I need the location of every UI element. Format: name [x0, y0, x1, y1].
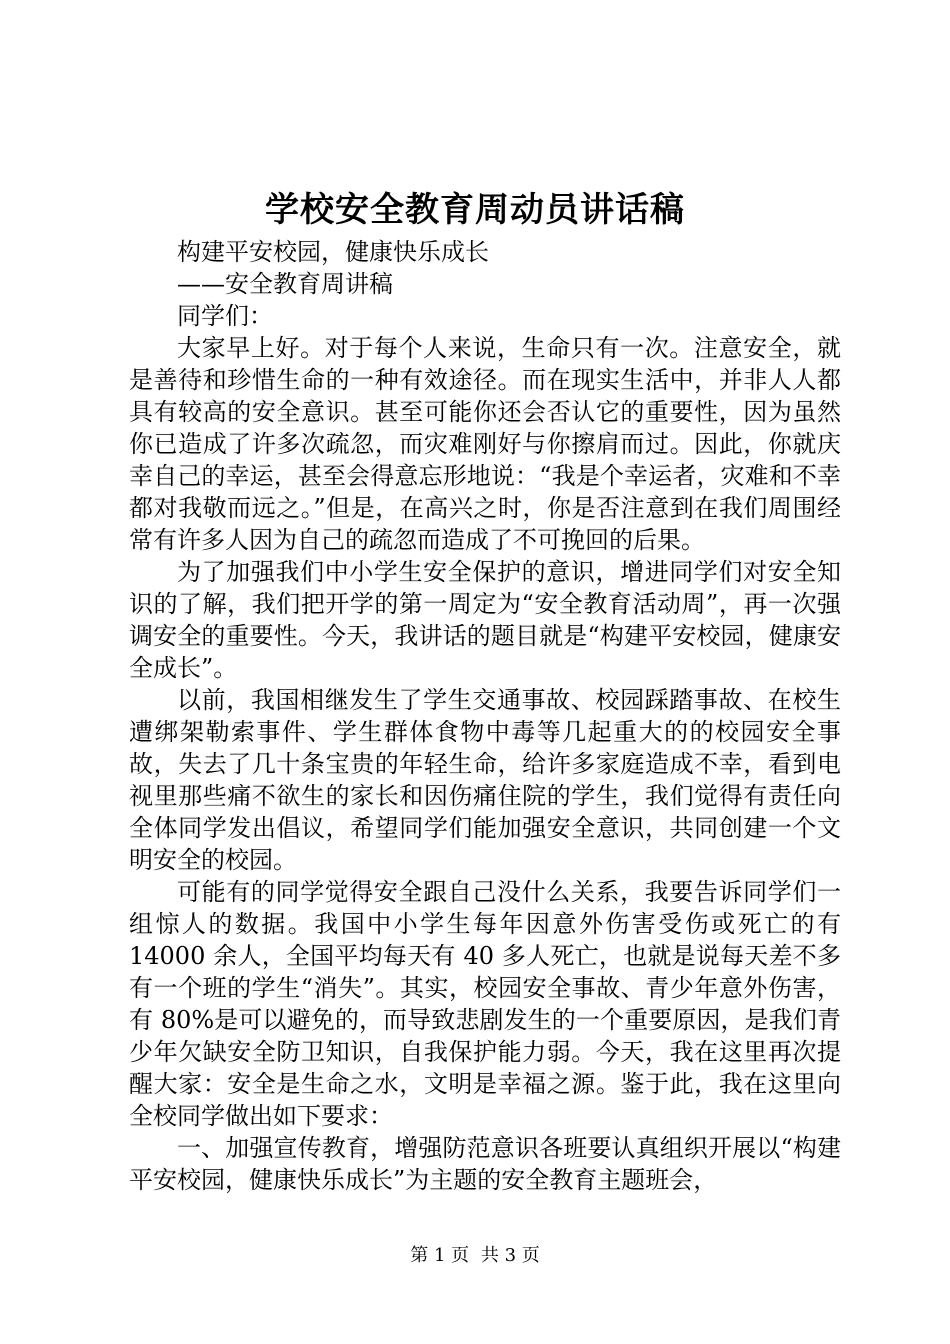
page-number: 第 1 页: [410, 1245, 470, 1266]
document-body: [129, 236, 841, 1196]
paragraph: 以前，我国相继发生了学生交通事故、校园踩踏事故、在校生遭绑架勒索事件、学生群体食物中毒等几起重大的的校园安全事故，失去了几十条宝贵的年轻生命，给许多家庭造成不幸，看到电视里那些痛不欲生的家长和因伤痛住院的学生，我们觉得有责任向全体同学发出倡议，希望同学们能加强安全意识，共同创建一个文明安全的校园。: [129, 686, 841, 874]
page-total: 共 3 页: [480, 1245, 540, 1266]
paragraph: 一、加强宣传教育，增强防范意识各班要认真组织开展以“构建平安校园，健康快乐成长”为主题的安全教育主题班会，: [129, 1134, 841, 1194]
page-footer: [0, 1244, 950, 1268]
paragraph: 大家早上好。对于每个人来说，生命只有一次。注意安全，就是善待和珍惜生命的一种有效途径。而在现实生活中，并非人人都具有较高的安全意识。甚至可能你还会否认它的重要性，因为虽然你已造成了许多次疏忽，而灾难刚好与你擦肩而过。因此，你就庆幸自己的幸运，甚至会得意忘形地说：“我是个幸运者，灾难和不幸都对我敬而远之。”但是，在高兴之时，你是否注意到在我们周围经常有许多人因为自己的疏忽而造成了不可挽回的后果。: [129, 334, 841, 554]
subtitle-byline: ——安全教育周讲稿: [177, 270, 393, 298]
document-title: 学校安全教育周动员讲话稿: [265, 190, 685, 230]
subtitle: 构建平安校园，健康快乐成长: [177, 238, 489, 266]
paragraph: 为了加强我们中小学生安全保护的意识，增进同学们对安全知识的了解，我们把开学的第一周定为“安全教育活动周”，再一次强调安全的重要性。今天，我讲话的题目就是“构建平安校园，健康安全成长”。: [129, 558, 841, 682]
paragraph: 可能有的同学觉得安全跟自己没什么关系，我要告诉同学们一组惊人的数据。我国中小学生每年因意外伤害受伤或死亡的有 14000 余人，全国平均每天有 40 多人死亡，也就是说每天差不多有一个班的学生“消失”。其实，校园安全事故、青少年意外伤害，有 80%是可以避免的，而导致悲剧发生的一个重要原因，是我们青少年欠缺安全防卫知识，自我保护能力弱。今天，我在这里再次提醒大家：安全是生命之水，文明是幸福之源。鉴于此，我在这里向全校同学做出如下要求：: [129, 878, 841, 1130]
salutation: 同学们：: [177, 302, 273, 330]
